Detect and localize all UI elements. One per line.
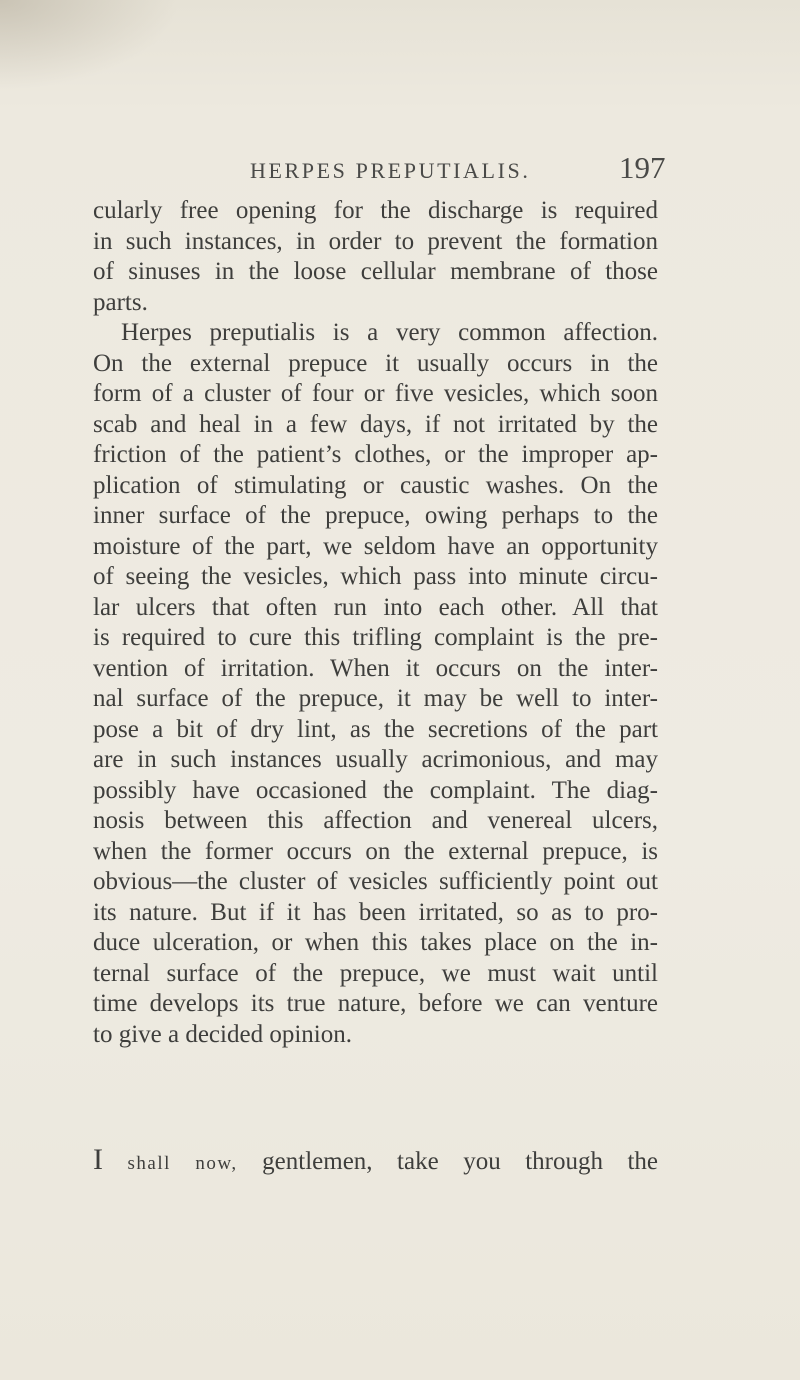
running-title: HERPES PREPUTIALIS. bbox=[250, 158, 531, 183]
running-head bbox=[0, 150, 800, 194]
text-line: friction of the patient’s clothes, or the improper ap- bbox=[93, 441, 658, 468]
text-line: of sinuses in the loose cellular membrane of those bbox=[93, 258, 658, 285]
text-line-paragraph-start: Herpes preputialis is a very common affection. bbox=[121, 319, 658, 346]
text-line: when the former occurs on the external prepuce, is bbox=[93, 837, 658, 865]
page-corner-shadow bbox=[0, 0, 180, 90]
text-line: On the external prepuce it usually occurs in the bbox=[93, 349, 658, 377]
text-line: pose a bit of dry lint, as the secretions of the part bbox=[93, 715, 658, 743]
text-line: obvious—the cluster of vesicles sufficiently point out bbox=[93, 868, 658, 895]
text-line: of seeing the vesicles, which pass into minute circu- bbox=[93, 563, 658, 590]
text-line: its nature. But if it has been irritated, so as to pro- bbox=[93, 898, 658, 926]
text-line: cularly free opening for the discharge is required bbox=[93, 197, 658, 224]
text-line: ternal surface of the prepuce, we must wait until bbox=[93, 959, 658, 987]
text-line: parts. bbox=[93, 288, 148, 316]
text-line: time develops its true nature, before we can venture bbox=[93, 990, 658, 1017]
text-line: are in such instances usually acrimonious, and may bbox=[93, 746, 658, 773]
next-paragraph-start bbox=[93, 1144, 658, 1176]
next-paragraph-text: gentlemen, take you through the bbox=[262, 1148, 659, 1175]
text-line: lar ulcers that often run into each other. All that bbox=[93, 593, 658, 621]
text-line: duce ulceration, or when this takes place on the in- bbox=[93, 929, 658, 956]
text-line: vention of irritation. When it occurs on the inter- bbox=[93, 654, 658, 682]
body-text bbox=[93, 196, 658, 1050]
text-line: in such instances, in order to prevent the formation bbox=[93, 227, 658, 255]
text-line: is required to cure this trifling complaint is the pre- bbox=[93, 624, 658, 651]
text-line: nal surface of the prepuce, it may be well to inter- bbox=[93, 685, 658, 712]
text-line: plication of stimulating or caustic washes. On the bbox=[93, 471, 658, 499]
text-line: to give a decided opinion. bbox=[93, 1020, 352, 1048]
initial-letter: I bbox=[93, 1143, 103, 1176]
text-line: inner surface of the prepuce, owing perhaps to the bbox=[93, 502, 658, 529]
text-line: scab and heal in a few days, if not irritated by the bbox=[93, 410, 658, 438]
text-line: form of a cluster of four or five vesicles, which soon bbox=[93, 380, 658, 407]
text-line: nosis between this affection and venereal ulcers, bbox=[93, 807, 658, 834]
text-line: moisture of the part, we seldom have an opportunity bbox=[93, 532, 658, 560]
page-number: 197 bbox=[619, 150, 666, 185]
text-line: possibly have occasioned the complaint. The diag- bbox=[93, 776, 658, 804]
small-caps-text: shall now, bbox=[127, 1153, 238, 1174]
